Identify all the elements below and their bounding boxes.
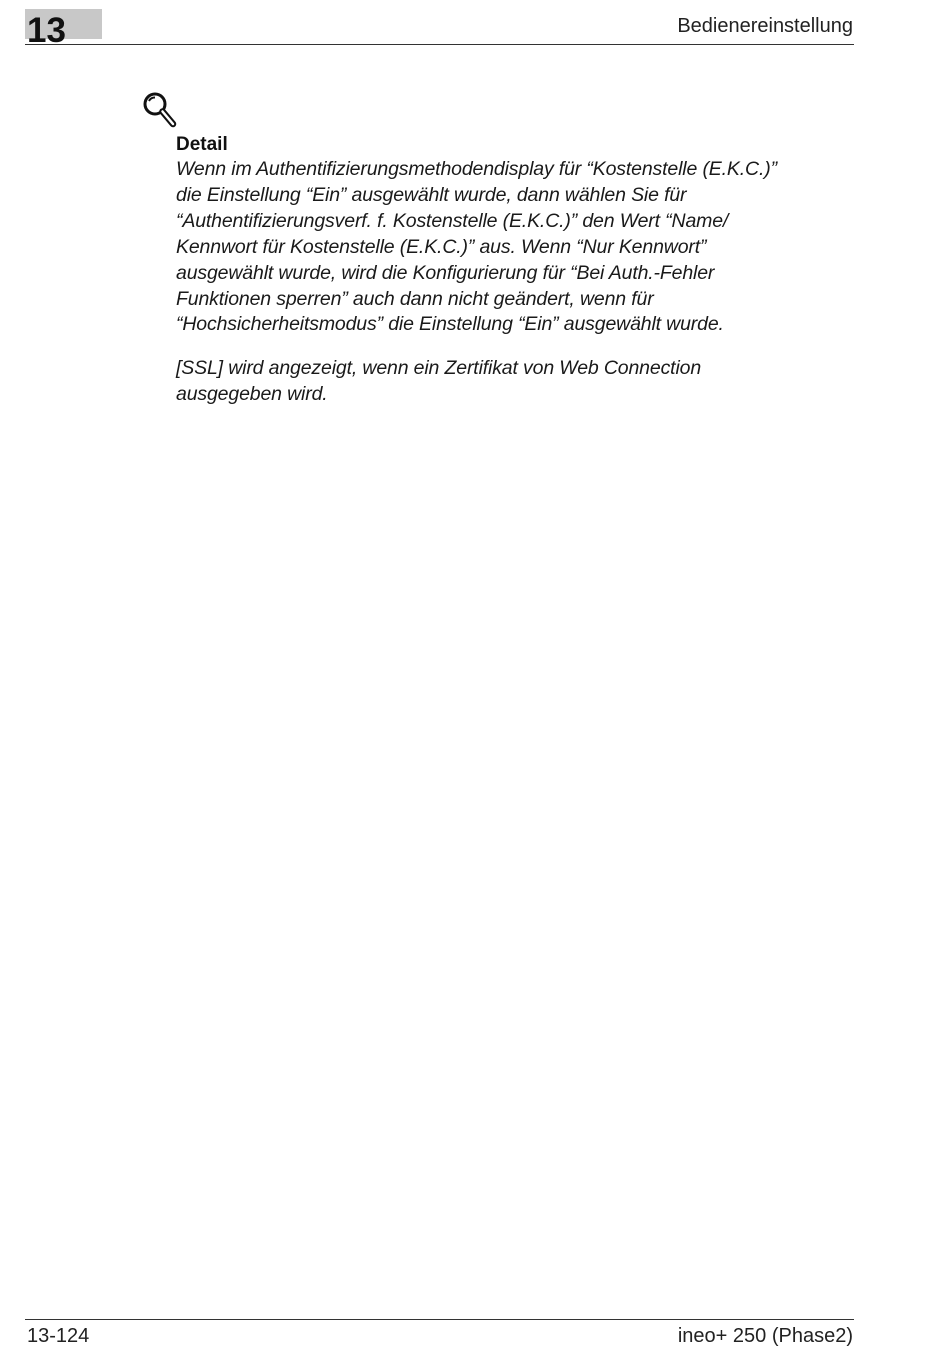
text-line: [SSL] wird angezeigt, wenn ein Zertifikat von Web Connection xyxy=(176,357,702,380)
note-paragraph-2 xyxy=(176,356,866,408)
detail-note xyxy=(176,133,866,408)
text-line: Funktionen sperren” auch dann nicht geändert, wenn für xyxy=(176,287,654,310)
chapter-number: 13 xyxy=(27,11,66,50)
magnifier-icon xyxy=(140,90,180,130)
text-line: Wenn im Authentifizierungsmethodendisplay für “Kostenstelle (E.K.C.)” xyxy=(176,158,777,180)
text-line: ausgegeben wird. xyxy=(176,383,328,406)
text-line: die Einstellung “Ein” ausgewählt wurde, dann wählen Sie für xyxy=(176,183,687,206)
product-name: ineo+ 250 (Phase2) xyxy=(677,1325,853,1347)
note-paragraph-1 xyxy=(176,157,866,338)
text-line: “Hochsicherheitsmodus” die Einstellung “Ein” ausgewählt wurde. xyxy=(176,313,724,336)
page-number: 13-124 xyxy=(27,1325,90,1347)
footer-rule xyxy=(25,1319,854,1320)
header-rule xyxy=(25,44,854,45)
text-line: ausgewählt wurde, wird die Konfigurierung für “Bei Auth.-Fehler xyxy=(176,261,715,284)
note-heading: Detail xyxy=(176,134,228,155)
running-title: Bedienereinstellung xyxy=(677,15,853,37)
text-line: “Authentifizierungsverf. f. Kostenstelle (E.K.C.)” den Wert “Name/ xyxy=(176,209,729,232)
text-line: Kennwort für Kostenstelle (E.K.C.)” aus. Wenn “Nur Kennwort” xyxy=(176,235,707,258)
